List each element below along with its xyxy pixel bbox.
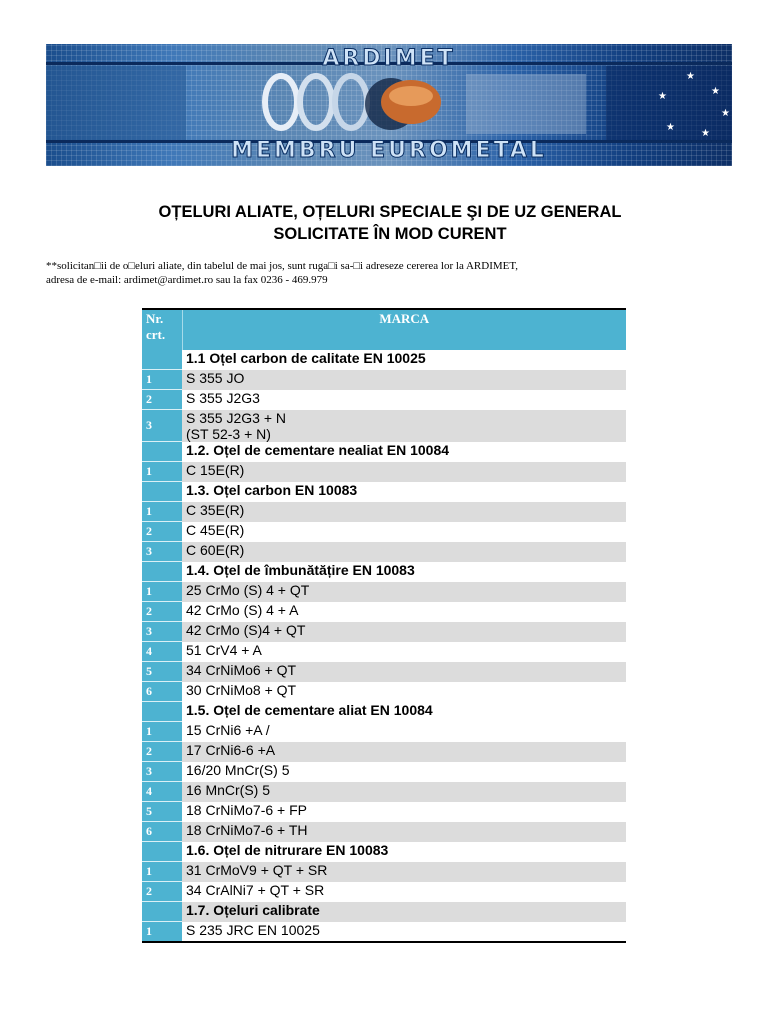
row-number: 6 xyxy=(142,822,182,842)
grade-name xyxy=(182,642,626,662)
grade-label: 1.5. Oțel de cementare aliat EN 10084 xyxy=(186,701,433,718)
row-number: 5 xyxy=(142,662,182,682)
grade-label: 31 CrMoV9 + QT + SR xyxy=(186,861,328,878)
svg-text:★: ★ xyxy=(721,108,730,119)
svg-text:★: ★ xyxy=(686,71,695,82)
svg-text:★: ★ xyxy=(701,128,710,139)
note-line-2: adresa de e-mail: ardimet@ardimet.ro sau la fax 0236 - 469.979 xyxy=(46,273,328,286)
grade-label: 1.7. Oțeluri calibrate xyxy=(186,901,320,918)
grade-name xyxy=(182,882,626,902)
steel-grades-table xyxy=(142,308,626,943)
contact-note xyxy=(46,260,726,287)
table-row xyxy=(142,462,626,482)
grade-name xyxy=(182,542,626,562)
grade-label: 1.3. Oțel carbon EN 10083 xyxy=(186,481,358,498)
grade-label: S 355 J2G3 xyxy=(186,389,260,406)
section-header-row xyxy=(142,902,626,922)
grade-label: 1.2. Oțel de cementare nealiat EN 10084 xyxy=(186,441,450,458)
row-number: 1 xyxy=(142,862,182,882)
banner-subtitle: MEMBRU EUROMETAL xyxy=(231,138,547,163)
grade-label: 34 CrAlNi7 + QT + SR xyxy=(186,881,325,898)
row-number: 6 xyxy=(142,682,182,702)
section-header-row xyxy=(142,842,626,862)
banner-title: ARDIMET xyxy=(322,46,456,71)
row-number xyxy=(142,842,182,862)
table-row xyxy=(142,522,626,542)
table-row xyxy=(142,762,626,782)
grade-label: 30 CrNiMo8 + QT xyxy=(186,681,297,698)
header-banner xyxy=(46,44,732,166)
column-header-marca: MARCA xyxy=(182,309,626,350)
column-header-nr: Nr. crt. xyxy=(142,309,182,350)
section-header-row xyxy=(142,350,626,370)
grade-label: C 35E(R) xyxy=(186,501,245,518)
svg-text:★: ★ xyxy=(711,86,720,97)
grade-label: 1.1 Oțel carbon de calitate EN 10025 xyxy=(186,350,426,366)
grade-name xyxy=(182,662,626,682)
row-number: 3 xyxy=(142,762,182,782)
grade-label: 16 MnCr(S) 5 xyxy=(186,781,271,798)
table-row xyxy=(142,682,626,702)
row-number: 1 xyxy=(142,722,182,742)
grade-label: 25 CrMo (S) 4 + QT xyxy=(186,581,310,598)
row-number: 5 xyxy=(142,802,182,822)
grade-name xyxy=(182,682,626,702)
row-number xyxy=(142,702,182,722)
section-title xyxy=(182,702,626,722)
row-number: 1 xyxy=(142,582,182,602)
grade-label: 16/20 MnCr(S) 5 xyxy=(186,761,290,778)
table-row xyxy=(142,542,626,562)
grade-label: 1.4. Oțel de îmbunătățire EN 10083 xyxy=(186,561,415,578)
section-header-row xyxy=(142,482,626,502)
grade-name xyxy=(182,410,626,442)
row-number: 1 xyxy=(142,502,182,522)
row-number: 2 xyxy=(142,742,182,762)
section-header-row xyxy=(142,702,626,722)
row-number: 1 xyxy=(142,462,182,482)
table-row xyxy=(142,622,626,642)
grade-name xyxy=(182,582,626,602)
row-number xyxy=(142,902,182,922)
table-row xyxy=(142,390,626,410)
grade-name xyxy=(182,622,626,642)
grade-name xyxy=(182,462,626,482)
table-body xyxy=(142,350,626,942)
grade-label: 1.6. Oțel de nitrurare EN 10083 xyxy=(186,841,389,858)
grade-name xyxy=(182,922,626,943)
row-number: 2 xyxy=(142,602,182,622)
svg-text:★: ★ xyxy=(666,122,675,133)
grade-name xyxy=(182,782,626,802)
section-title xyxy=(182,842,626,862)
table-row xyxy=(142,722,626,742)
row-number: 1 xyxy=(142,922,182,943)
grade-name xyxy=(182,822,626,842)
row-number: 4 xyxy=(142,642,182,662)
grade-label: C 60E(R) xyxy=(186,541,245,558)
grade-name xyxy=(182,390,626,410)
table-row xyxy=(142,862,626,882)
grade-name xyxy=(182,862,626,882)
section-title xyxy=(182,350,626,370)
grade-label: 34 CrNiMo6 + QT xyxy=(186,661,297,678)
grade-name xyxy=(182,722,626,742)
table-row xyxy=(142,802,626,822)
section-title xyxy=(182,562,626,582)
title-line-1: OȚELURI ALIATE, OȚELURI SPECIALE ŞI DE UZ GENERAL xyxy=(158,203,622,221)
table-row xyxy=(142,822,626,842)
row-number xyxy=(142,350,182,370)
section-title xyxy=(182,482,626,502)
grade-name xyxy=(182,742,626,762)
table-row xyxy=(142,662,626,682)
row-number: 3 xyxy=(142,622,182,642)
table-row xyxy=(142,410,626,442)
grade-name xyxy=(182,370,626,390)
grade-label-secondary: (ST 52-3 + N) xyxy=(186,425,271,442)
svg-text:★: ★ xyxy=(658,91,667,102)
section-title xyxy=(182,902,626,922)
note-line-1: **solicitan□ii de o□eluri aliate, din tabelul de mai jos, sunt ruga□i sa-□i adreseze cererea lor la ARDIMET, xyxy=(46,260,519,272)
row-number: 3 xyxy=(142,542,182,562)
table-row xyxy=(142,922,626,943)
grade-name xyxy=(182,802,626,822)
row-number: 2 xyxy=(142,390,182,410)
grade-label: 18 CrNiMo7-6 + FP xyxy=(186,801,307,818)
section-header-row xyxy=(142,562,626,582)
table-row xyxy=(142,602,626,622)
grade-label: S 355 J2G3 + N xyxy=(186,409,287,426)
table-row xyxy=(142,742,626,762)
row-number: 4 xyxy=(142,782,182,802)
table-row xyxy=(142,642,626,662)
grade-label: C 15E(R) xyxy=(186,461,245,478)
document-title xyxy=(60,201,720,245)
table-header-row xyxy=(142,309,626,350)
section-title xyxy=(182,442,626,462)
title-line-2: SOLICITATE ÎN MOD CURENT xyxy=(273,225,507,243)
grade-label: C 45E(R) xyxy=(186,521,245,538)
section-header-row xyxy=(142,442,626,462)
row-number: 2 xyxy=(142,522,182,542)
grade-label: S 235 JRC EN 10025 xyxy=(186,921,320,938)
row-number: 1 xyxy=(142,370,182,390)
grade-label: S 355 JO xyxy=(186,369,245,386)
grade-label: 42 CrMo (S) 4 + A xyxy=(186,601,299,618)
row-number: 3 xyxy=(142,410,182,442)
grade-label: 42 CrMo (S)4 + QT xyxy=(186,621,306,638)
row-number xyxy=(142,482,182,502)
grade-name xyxy=(182,602,626,622)
row-number: 2 xyxy=(142,882,182,902)
grade-label: 15 CrNi6 +A / xyxy=(186,721,270,738)
grade-label: 51 CrV4 + A xyxy=(186,641,262,658)
grade-name xyxy=(182,522,626,542)
table-row xyxy=(142,782,626,802)
grade-label: 17 CrNi6-6 +A xyxy=(186,741,276,758)
grade-name xyxy=(182,762,626,782)
table-row xyxy=(142,370,626,390)
row-number xyxy=(142,562,182,582)
grade-label: 18 CrNiMo7-6 + TH xyxy=(186,821,308,838)
row-number xyxy=(142,442,182,462)
table-row xyxy=(142,582,626,602)
table-row xyxy=(142,882,626,902)
grade-name xyxy=(182,502,626,522)
table-row xyxy=(142,502,626,522)
